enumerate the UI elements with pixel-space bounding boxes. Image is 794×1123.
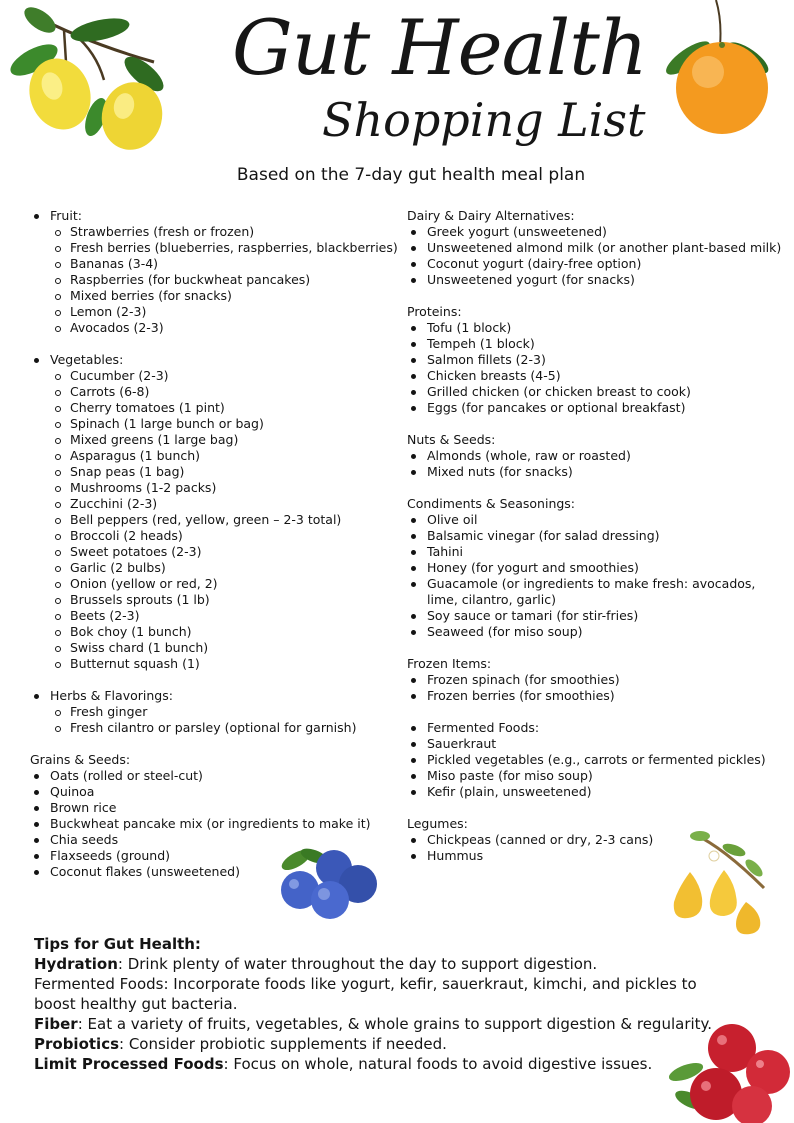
list-item <box>407 384 794 400</box>
list-item <box>407 576 794 592</box>
list-item <box>407 672 794 688</box>
list-item <box>30 640 400 656</box>
category-label: Fruit: <box>50 208 82 223</box>
list-item-text: Buckwheat pancake mix (or ingredients to make it) <box>50 816 371 831</box>
right-column <box>407 208 794 864</box>
category-label: Vegetables: <box>50 352 124 367</box>
bullet-icon <box>411 342 416 347</box>
list-item <box>30 528 400 544</box>
list-item-text: Spinach (1 large bunch or bag) <box>70 416 264 431</box>
list-item-text: Flaxseeds (ground) <box>50 848 171 863</box>
bullet-icon <box>55 550 61 556</box>
list-item <box>407 752 794 768</box>
bullet-icon <box>411 838 416 843</box>
category-label: Frozen Items: <box>407 656 492 671</box>
list-item <box>407 320 794 336</box>
list-item-text: Brown rice <box>50 800 117 815</box>
bullet-icon <box>411 582 416 587</box>
bullet-icon <box>55 294 61 300</box>
list-item <box>30 864 400 880</box>
list-item <box>407 240 794 256</box>
list-item-text: Bananas (3-4) <box>70 256 159 271</box>
list-item <box>407 464 794 480</box>
list-item-text: Butternut squash (1) <box>70 656 200 671</box>
list-item <box>30 368 400 384</box>
list-item <box>407 560 794 576</box>
list-item-text: Kefir (plain, unsweetened) <box>427 784 592 799</box>
list-item-text: Raspberries (for buckwheat pancakes) <box>70 272 311 287</box>
list-item-text: Coconut flakes (unsweetened) <box>50 864 240 879</box>
bullet-icon <box>411 374 416 379</box>
list-item <box>30 576 400 592</box>
bullet-icon <box>411 790 416 795</box>
list-item-text: Grilled chicken (or chicken breast to cook) <box>427 384 691 399</box>
list-item-text: Brussels sprouts (1 lb) <box>70 592 210 607</box>
list-item <box>407 688 794 704</box>
list-item <box>30 224 400 240</box>
page-title: Gut Health <box>232 3 647 92</box>
list-item-text: Fresh berries (blueberries, raspberries, blackberries) <box>70 240 398 255</box>
list-item-text: Miso paste (for miso soup) <box>427 768 593 783</box>
list-item <box>407 784 794 800</box>
category-label: Nuts & Seeds: <box>407 432 496 447</box>
list-item-text: Strawberries (fresh or frozen) <box>70 224 255 239</box>
list-item-text: Mixed berries (for snacks) <box>70 288 232 303</box>
list-item <box>30 448 400 464</box>
list-item <box>407 832 794 848</box>
list-item <box>407 400 794 416</box>
category-header <box>407 720 794 736</box>
list-item-text: Coconut yogurt (dairy-free option) <box>427 256 642 271</box>
bullet-icon <box>34 806 39 811</box>
bullet-icon <box>411 534 416 539</box>
category-label: Proteins: <box>407 304 462 319</box>
list-item <box>30 272 400 288</box>
bullet-icon <box>55 230 61 236</box>
bullet-icon <box>55 422 61 428</box>
bullet-icon <box>55 374 61 380</box>
list-item <box>30 480 400 496</box>
list-item <box>407 592 794 608</box>
list-item <box>30 656 400 672</box>
bullet-icon <box>55 502 61 508</box>
list-item <box>407 272 794 288</box>
list-item-text: Fresh cilantro or parsley (optional for garnish) <box>70 720 357 735</box>
list-item-text: Hummus <box>427 848 484 863</box>
list-item-text: Cherry tomatoes (1 pint) <box>70 400 225 415</box>
list-item <box>30 592 400 608</box>
list-item <box>30 768 400 784</box>
bullet-icon <box>34 790 39 795</box>
bullet-icon <box>55 582 61 588</box>
bullet-icon <box>411 262 416 267</box>
list-item <box>407 224 794 240</box>
category-label: Fermented Foods: <box>427 720 540 735</box>
list-item-text: Seaweed (for miso soup) <box>427 624 583 639</box>
bullet-icon <box>55 518 61 524</box>
list-item <box>30 784 400 800</box>
list-item <box>30 416 400 432</box>
category-header <box>30 208 400 224</box>
bullet-icon <box>55 646 61 652</box>
bullet-icon <box>55 726 61 732</box>
bullet-icon <box>411 774 416 779</box>
list-item-text: Asparagus (1 bunch) <box>70 448 201 463</box>
list-item-text: Garlic (2 bulbs) <box>70 560 166 575</box>
list-item-text: Salmon fillets (2-3) <box>427 352 546 367</box>
bullet-icon <box>411 518 416 523</box>
bullet-icon <box>55 438 61 444</box>
bullet-icon <box>411 742 416 747</box>
list-item-text: Olive oil <box>427 512 478 527</box>
bullet-icon <box>55 246 61 252</box>
bullet-icon <box>411 566 416 571</box>
title-block <box>0 0 794 185</box>
list-item-text: Oats (rolled or steel-cut) <box>50 768 203 783</box>
list-item <box>407 336 794 352</box>
section-legumes <box>407 816 794 864</box>
list-item-text: Eggs (for pancakes or optional breakfast) <box>427 400 686 415</box>
bullet-icon <box>411 390 416 395</box>
list-item <box>30 256 400 272</box>
list-item-text: Unsweetened almond milk (or another plant-based milk) <box>427 240 782 255</box>
bullet-icon <box>411 630 416 635</box>
list-item-text: Guacamole (or ingredients to make fresh: avocados, <box>427 576 756 591</box>
tips-heading: Tips for Gut Health: <box>34 935 201 953</box>
bullet-icon <box>55 598 61 604</box>
list-item-text: Pickled vegetables (e.g., carrots or fermented pickles) <box>427 752 766 767</box>
category-label: Grains & Seeds: <box>30 752 131 767</box>
tagline: Based on the 7-day gut health meal plan <box>236 165 586 185</box>
list-item <box>407 512 794 528</box>
list-item <box>30 800 400 816</box>
section-grains <box>30 752 400 880</box>
list-item-text: Frozen berries (for smoothies) <box>427 688 615 703</box>
bullet-icon <box>411 358 416 363</box>
tip-processed: Limit Processed Foods: Focus on whole, natural foods to avoid digestive issues. <box>34 1055 653 1073</box>
list-item <box>407 528 794 544</box>
bullet-icon <box>55 470 61 476</box>
section-fermented <box>407 720 794 800</box>
bullet-icon <box>411 758 416 763</box>
list-item-text: Carrots (6-8) <box>70 384 150 399</box>
category-header <box>30 352 400 368</box>
category-header <box>407 432 794 448</box>
category-label: Dairy & Dairy Alternatives: <box>407 208 575 223</box>
tip-probiotics: Probiotics: Consider probiotic supplements if needed. <box>34 1035 447 1053</box>
bullet-icon <box>55 278 61 284</box>
bullet-icon <box>55 406 61 412</box>
bullet-icon <box>55 662 61 668</box>
category-label: Herbs & Flavorings: <box>50 688 173 703</box>
tip-fermented: Fermented Foods: Incorporate foods like yogurt, kefir, sauerkraut, kimchi, and pickles to boost healthy gut bacteria. <box>34 975 697 1013</box>
category-header <box>407 208 794 224</box>
list-item <box>407 848 794 864</box>
list-item <box>30 832 400 848</box>
bullet-icon <box>55 390 61 396</box>
list-item-text: Balsamic vinegar (for salad dressing) <box>427 528 660 543</box>
tips-section <box>34 934 734 1074</box>
list-item-text: Honey (for yogurt and smoothies) <box>427 560 639 575</box>
list-item <box>30 400 400 416</box>
list-item-text: Avocados (2-3) <box>70 320 164 335</box>
left-column <box>30 208 400 880</box>
list-item <box>407 368 794 384</box>
bullet-icon <box>411 454 416 459</box>
list-item <box>30 240 400 256</box>
list-item-text: Chickpeas (canned or dry, 2-3 cans) <box>427 832 654 847</box>
bullet-icon <box>55 630 61 636</box>
category-header <box>30 752 400 768</box>
section-condiments <box>407 496 794 640</box>
list-item-text: Mixed nuts (for snacks) <box>427 464 573 479</box>
bullet-icon <box>55 262 61 268</box>
section-herbs <box>30 688 400 736</box>
list-item-text: Broccoli (2 heads) <box>70 528 183 543</box>
bullet-icon <box>55 326 61 332</box>
list-item <box>407 352 794 368</box>
section-fruit <box>30 208 400 336</box>
category-header <box>30 688 400 704</box>
bullet-icon <box>55 486 61 492</box>
list-item-text: Tempeh (1 block) <box>427 336 535 351</box>
list-item-text: Soy sauce or tamari (for stir-fries) <box>427 608 639 623</box>
bullet-icon <box>411 230 416 235</box>
list-item <box>407 256 794 272</box>
bullet-icon <box>55 454 61 460</box>
list-item <box>30 816 400 832</box>
tip-fiber: Fiber: Eat a variety of fruits, vegetables, & whole grains to support digestion & regularity. <box>34 1015 713 1033</box>
bullet-icon <box>411 854 416 859</box>
list-item <box>407 608 794 624</box>
list-item <box>30 432 400 448</box>
list-item <box>30 384 400 400</box>
list-item <box>30 464 400 480</box>
page-subtitle: Shopping List <box>322 93 646 147</box>
list-item-text: Tahini <box>427 544 464 559</box>
list-item <box>407 624 794 640</box>
list-item <box>407 448 794 464</box>
list-item-text: Tofu (1 block) <box>427 320 512 335</box>
bullet-icon <box>34 822 39 827</box>
list-item-text: Bok choy (1 bunch) <box>70 624 192 639</box>
list-item-text: Unsweetened yogurt (for snacks) <box>427 272 635 287</box>
bullet-icon <box>34 774 39 779</box>
bullet-icon <box>55 534 61 540</box>
list-item <box>30 560 400 576</box>
bullet-icon <box>34 854 39 859</box>
list-item <box>30 496 400 512</box>
section-dairy <box>407 208 794 288</box>
category-label: Legumes: <box>407 816 468 831</box>
bullet-icon <box>34 838 39 843</box>
bullet-icon <box>411 326 416 331</box>
bullet-icon <box>411 278 416 283</box>
section-nuts <box>407 432 794 480</box>
list-item-text: Lemon (2-3) <box>70 304 147 319</box>
list-item <box>30 848 400 864</box>
category-header <box>407 496 794 512</box>
bullet-icon <box>411 550 416 555</box>
list-item <box>30 304 400 320</box>
list-item-text: Mixed greens (1 large bag) <box>70 432 239 447</box>
category-header <box>407 816 794 832</box>
list-item-text: Frozen spinach (for smoothies) <box>427 672 620 687</box>
list-item-text: Fresh ginger <box>70 704 148 719</box>
list-item-text: Bell peppers (red, yellow, green – 2-3 total) <box>70 512 342 527</box>
category-header <box>407 656 794 672</box>
category-header <box>407 304 794 320</box>
list-item-text: Swiss chard (1 bunch) <box>70 640 209 655</box>
list-item-text: Almonds (whole, raw or roasted) <box>427 448 631 463</box>
section-proteins <box>407 304 794 416</box>
list-item <box>30 720 400 736</box>
list-item-text: Quinoa <box>50 784 95 799</box>
list-item-text: Cucumber (2-3) <box>70 368 169 383</box>
bullet-icon <box>411 406 416 411</box>
bullet-icon <box>411 614 416 619</box>
list-item-text: Mushrooms (1-2 packs) <box>70 480 217 495</box>
tip-hydration: Hydration: Drink plenty of water throughout the day to support digestion. <box>34 955 598 973</box>
category-label: Condiments & Seasonings: <box>407 496 576 511</box>
list-item <box>30 320 400 336</box>
list-item-text: Zucchini (2-3) <box>70 496 158 511</box>
bullet-icon <box>55 310 61 316</box>
list-item-text: Greek yogurt (unsweetened) <box>427 224 607 239</box>
list-item-text: Onion (yellow or red, 2) <box>70 576 218 591</box>
list-item-text: Chicken breasts (4-5) <box>427 368 561 383</box>
bullet-icon <box>411 694 416 699</box>
list-item <box>30 512 400 528</box>
list-item <box>407 544 794 560</box>
list-item <box>30 288 400 304</box>
bullet-icon <box>55 614 61 620</box>
list-item <box>30 544 400 560</box>
list-item-text: Sweet potatoes (2-3) <box>70 544 202 559</box>
bullet-icon <box>411 470 416 475</box>
bullet-icon <box>411 246 416 251</box>
bullet-icon <box>55 710 61 716</box>
bullet-icon <box>411 678 416 683</box>
bullet-icon <box>55 566 61 572</box>
list-item-text: Chia seeds <box>50 832 119 847</box>
list-item-text: lime, cilantro, garlic) <box>427 592 556 607</box>
bullet-icon <box>34 870 39 875</box>
list-item <box>30 704 400 720</box>
list-item-text: Sauerkraut <box>427 736 497 751</box>
list-item-text: Snap peas (1 bag) <box>70 464 185 479</box>
list-item <box>30 608 400 624</box>
list-item-text: Beets (2-3) <box>70 608 140 623</box>
list-item <box>407 768 794 784</box>
list-item <box>407 736 794 752</box>
list-item <box>30 624 400 640</box>
section-vegetables <box>30 352 400 672</box>
section-frozen <box>407 656 794 704</box>
